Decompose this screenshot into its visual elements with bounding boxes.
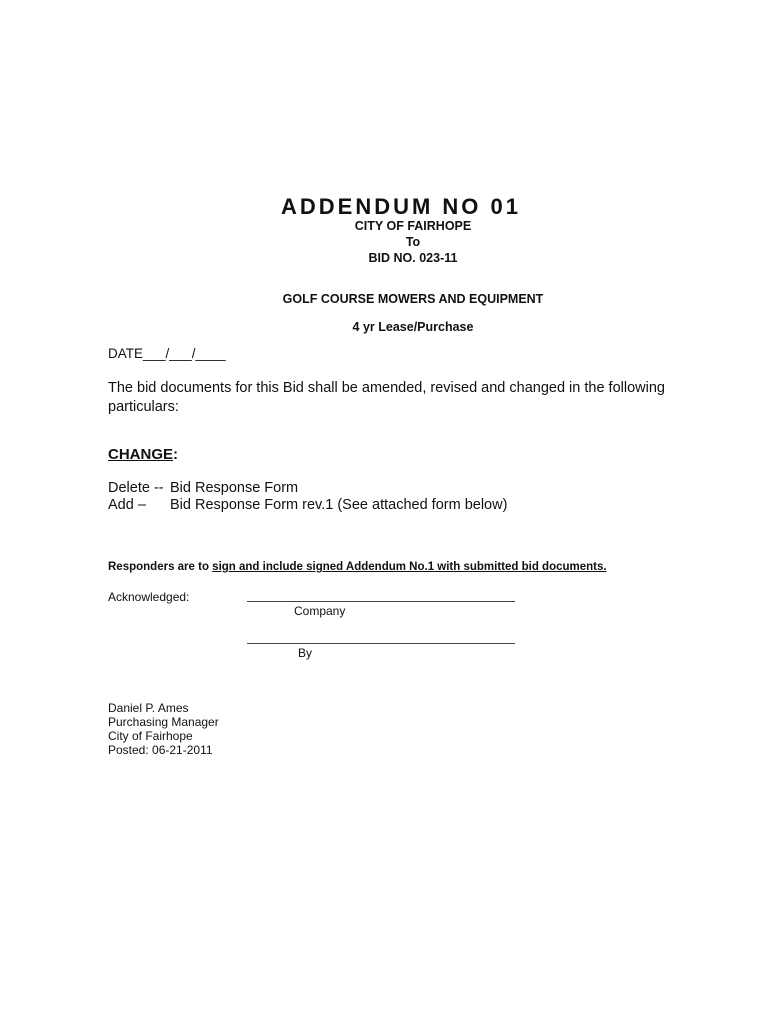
change-heading-text: CHANGE	[108, 446, 174, 463]
signer-title: Purchasing Manager	[108, 715, 219, 729]
bid-subject: GOLF COURSE MOWERS AND EQUIPMENT	[282, 292, 544, 306]
city-name: CITY OF FAIRHOPE	[354, 219, 472, 233]
signer-organization: City of Fairhope	[108, 729, 193, 743]
acknowledged-label: Acknowledged:	[108, 590, 190, 604]
change-item-add	[108, 497, 508, 513]
responders-instruction	[108, 561, 607, 573]
change-item-delete	[108, 480, 299, 496]
company-signature-line	[247, 601, 515, 602]
change-heading	[108, 446, 178, 463]
company-label: Company	[294, 604, 346, 618]
to-label: To	[405, 235, 421, 249]
responders-underlined: sign and include signed Addendum No.1 with submitted bid documents.	[212, 561, 607, 573]
change-action: Add –	[108, 497, 146, 513]
document-title: ADDENDUM NO 01	[280, 194, 522, 219]
change-value: Bid Response Form	[170, 480, 299, 496]
bid-term: 4 yr Lease/Purchase	[352, 320, 474, 334]
date-field: DATE___/___/____	[108, 346, 226, 361]
change-value: Bid Response Form rev.1 (See attached form below)	[170, 497, 508, 513]
posted-date: Posted: 06-21-2011	[108, 743, 213, 757]
by-signature-line	[247, 643, 515, 644]
change-action: Delete --	[108, 480, 164, 496]
change-heading-colon: :	[173, 446, 179, 463]
responders-prefix: Responders are to	[108, 561, 213, 573]
by-label: By	[298, 646, 313, 660]
bid-number: BID NO. 023-11	[368, 251, 458, 265]
intro-paragraph: The bid documents for this Bid shall be amended, revised and changed in the following particulars:	[108, 380, 665, 415]
signer-name: Daniel P. Ames	[108, 701, 189, 715]
